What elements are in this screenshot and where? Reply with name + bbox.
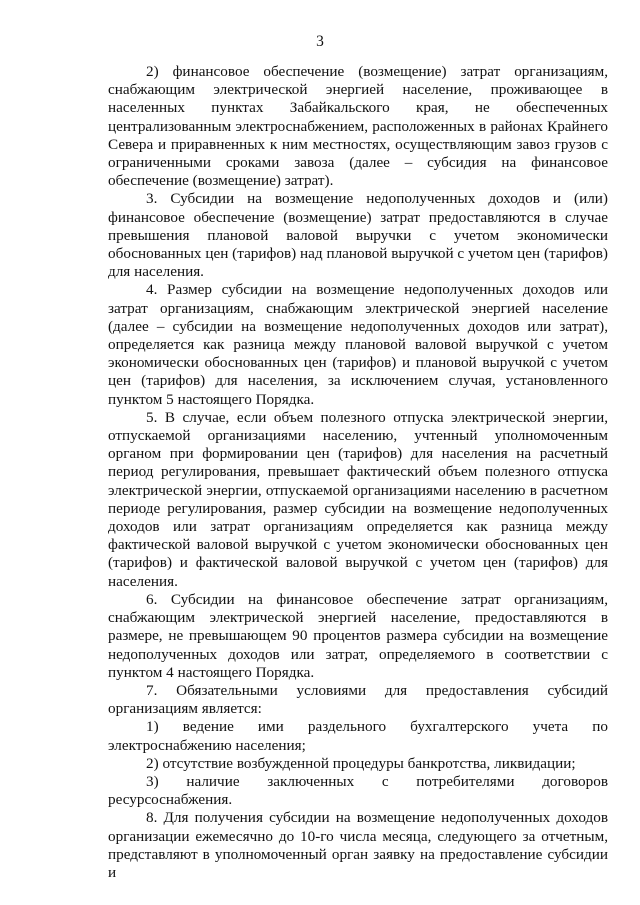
paragraph-clause-4: 4. Размер субсидии на возмещение недополученных доходов или затрат организациям, снабжающим электрической энергией население (далее – субсидии на возмещение недополученных доходов или затрат), определяется как разница между плановой валовой выручкой с учетом экономически обоснованных цен (тарифов) и плановой выручкой с учетом цен (тарифов) для населения, за исключением случая, установленного пунктом 5 настоящего Порядка. [108, 281, 608, 408]
document-body [108, 63, 608, 882]
paragraph-clause-6: 6. Субсидии на финансовое обеспечение затрат организациям, снабжающим электрической энергией население, предоставляются в размере, не превышающем 90 процентов размера субсидии на возмещение недополученных доходов или затрат, определяемого в соответствии с пунктом 4 настоящего Порядка. [108, 590, 608, 681]
paragraph-item-2: 2) финансовое обеспечение (возмещение) затрат организациям, снабжающим электрической энергией население, проживающее в населенных пунктах Забайкальского края, не обеспеченных централизованным электроснабжением, расположенных в районах Крайнего Севера и приравненных к ним местностях, осуществляющим завоз грузов с ограниченными сроками завоза (далее – субсидия на финансовое обеспечение (возмещение) затрат). [108, 63, 608, 190]
paragraph-clause-7-item-1: 1) ведение ими раздельного бухгалтерского учета по электроснабжению населения; [108, 718, 608, 754]
paragraph-clause-7: 7. Обязательными условиями для предоставления субсидий организациям является: [108, 681, 608, 718]
paragraph-clause-7-item-2: 2) отсутствие возбужденной процедуры банкротства, ликвидации; [146, 754, 576, 772]
page-number: 3 [316, 33, 324, 50]
paragraph-clause-7-item-3: 3) наличие заключенных с потребителями договоров ресурсоснабжения. [108, 772, 608, 809]
paragraph-clause-8: 8. Для получения субсидии на возмещение недополученных доходов организации ежемесячно до 10-го числа месяца, следующего за отчетным, представляют в уполномоченный орган заявку на предоставление субсидии и [108, 809, 608, 881]
paragraph-clause-3: 3. Субсидии на возмещение недополученных доходов и (или) финансовое обеспечение (возмещение) затрат предоставляются в случае превышения плановой валовой выручки с учетом экономически обоснованных цен (тарифов) над плановой выручкой с учетом цен (тарифов) для населения. [108, 190, 608, 281]
paragraph-clause-5: 5. В случае, если объем полезного отпуска электрической энергии, отпускаемой организациями населению, учтенный уполномоченным органом при формировании цен (тарифов) для населения на расчетный период регулирования, превышает фактический объем полезного отпуска электрической энергии, отпускаемой организациями населению в расчетном периоде регулирования, размер субсидии на возмещение недополученных доходов или затрат организациям определяется как разница между фактической валовой выручкой с учетом экономически обоснованных цен (тарифов) и фактической валовой выручкой с учетом цен (тарифов) для населения. [108, 408, 608, 590]
